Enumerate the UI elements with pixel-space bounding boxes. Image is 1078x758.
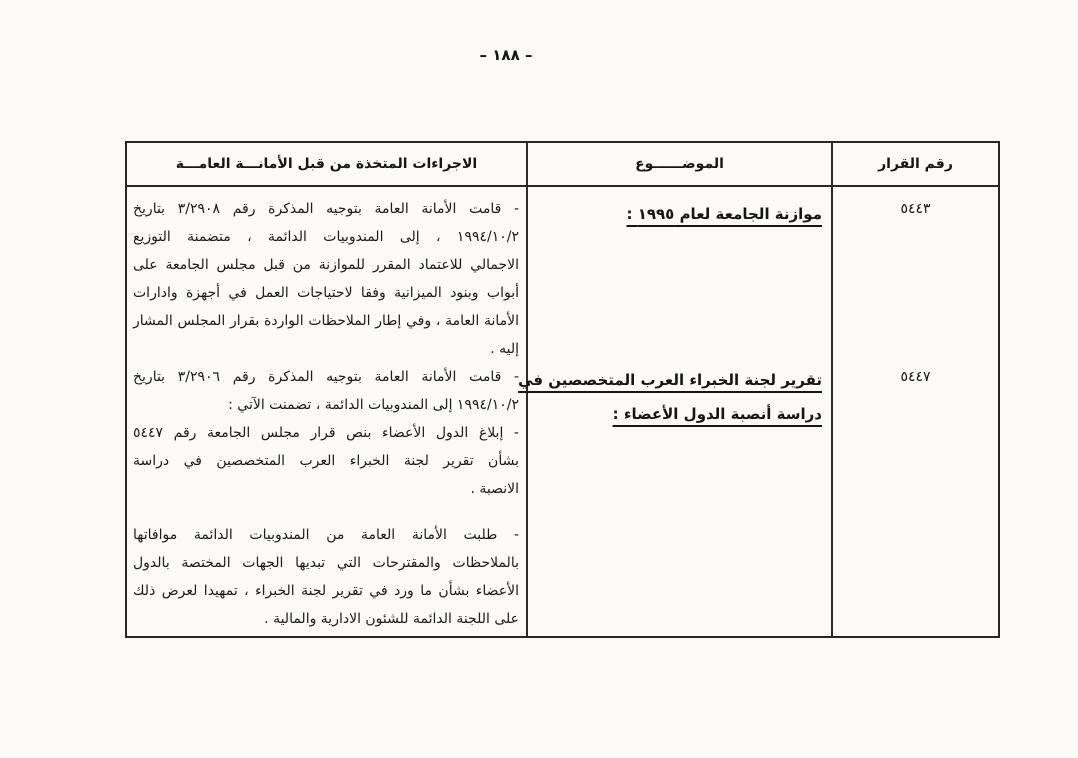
action-line: على اللجنة الدائمة للشئون الادارية والمالية .: [264, 611, 519, 627]
action-paragraph: [133, 195, 519, 363]
header-subject: الموضــــــوع: [526, 143, 831, 185]
actions-column: [127, 187, 526, 636]
actions-entry: [127, 363, 526, 633]
decisions-table: [125, 141, 1000, 638]
subject-entry: [518, 363, 831, 431]
subject-title: موازنة الجامعة لعام ١٩٩٥ :: [626, 205, 822, 223]
action-line: الاجمالي للاعتماد المقرر للموازنة من قبل مجلس الجامعة على: [133, 257, 519, 273]
action-line: ١٩٩٤/١٠/٢ ، إلى المندوبيات الدائمة ، متضمنة التوزيع: [133, 229, 519, 245]
action-line: - قامت الأمانة العامة بتوجيه المذكرة رقم ٣/٢٩٠٨ بتاريخ: [133, 201, 519, 217]
action-line: بشأن تقرير لجنة الخبراء العرب المتخصصين في دراسة: [133, 453, 519, 469]
subject-title: دراسة أنصبة الدول الأعضاء :: [612, 405, 822, 423]
decision-number: ٥٤٤٧: [900, 369, 931, 385]
action-line: الأمانة العامة ، وفي إطار الملاحظات الواردة بقرار المجلس المشار: [133, 313, 519, 329]
table-header-row: [127, 143, 998, 187]
action-paragraph: [133, 363, 519, 419]
action-line: إليه .: [490, 341, 519, 357]
action-line: - قامت الأمانة العامة بتوجيه المذكرة رقم ٣/٢٩٠٦ بتاريخ: [133, 369, 519, 385]
decision-number-column: [831, 187, 998, 636]
action-line: الانصبة .: [470, 481, 519, 497]
action-paragraph: [133, 521, 519, 633]
page-number: – ١٨٨ –: [479, 46, 533, 64]
actions-entry: [127, 195, 526, 363]
decision-number: ٥٤٤٣: [900, 201, 931, 217]
action-line: أبواب وبنود الميزانية وفقا لاحتياجات العمل في أجهزة وادارات: [133, 285, 519, 301]
action-line: - إبلاغ الدول الأعضاء بنص قرار مجلس الجامعة رقم ٥٤٤٧: [133, 425, 519, 441]
subject-title: تقرير لجنة الخبراء العرب المتخصصين في: [518, 371, 822, 389]
action-line: الأعضاء بشأن ما ورد في تقرير لجنة الخبراء ، تمهيدا لعرض ذلك: [133, 583, 519, 599]
header-decision-number: رقم القرار: [831, 143, 998, 185]
action-line: - طلبت الأمانة العامة من المندوبيات الدائمة موافاتها: [133, 527, 519, 543]
header-actions: الاجراءات المتخذة من قبل الأمانـــة العامـــة: [175, 156, 478, 172]
table-body-row: [127, 187, 998, 636]
action-line: ١٩٩٤/١٠/٢ إلى المندوبيات الدائمة ، تضمنت الآتي :: [228, 397, 519, 413]
action-paragraph: [133, 419, 519, 503]
subject-column: [518, 187, 831, 636]
action-line: بالملاحظات والمقترحات التي تبديها الجهات المختصة بالدول: [133, 555, 519, 571]
subject-entry: [528, 197, 831, 231]
